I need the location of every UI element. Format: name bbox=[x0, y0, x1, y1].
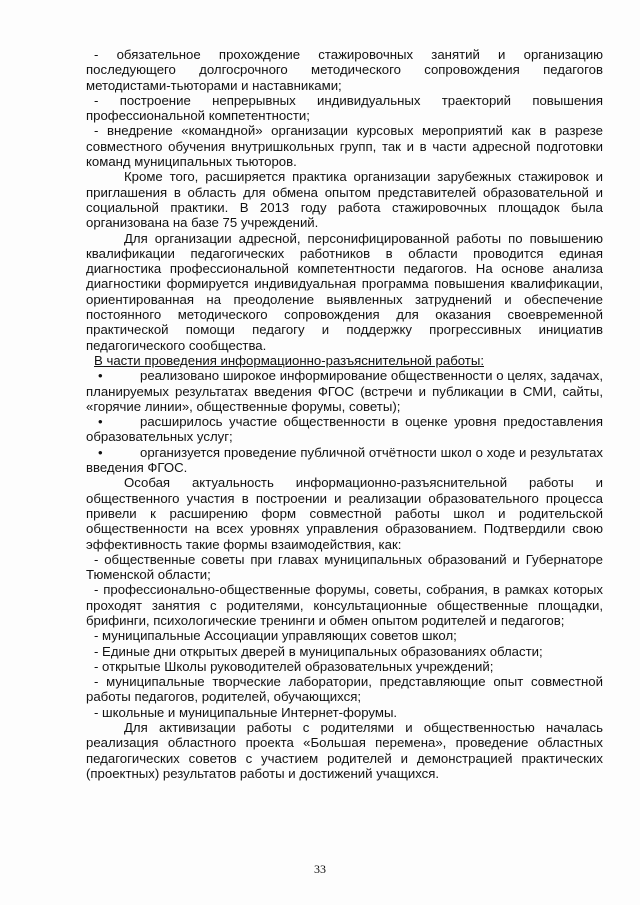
list-item: - профессионально-общественные форумы, советы, собрания, в рамках которых проходят занятия с родителями, консультационные общественные площадки, брифинги, психологические тренинги и обмен опытом родителей и педагогов; bbox=[86, 582, 603, 628]
list-item: - муниципальные творческие лаборатории, представляющие опыт совместной работы педагогов, родителей, обучающихся; bbox=[86, 674, 603, 705]
bullet-item bbox=[86, 368, 603, 414]
section-heading: В части проведения информационно-разъяснительной работы: bbox=[94, 352, 484, 368]
page-number: 33 bbox=[314, 862, 326, 876]
document-body bbox=[86, 47, 603, 781]
bullet-text: расширилось участие общественности в оценке уровня предоставления образовательных услуг; bbox=[86, 414, 603, 445]
bullet-icon: • bbox=[98, 414, 103, 430]
bullet-item bbox=[86, 445, 603, 476]
bullet-icon: • bbox=[98, 444, 103, 460]
list-item: - общественные советы при главах муниципальных образований и Губернаторе Тюменской области; bbox=[86, 551, 603, 583]
paragraph: - обязательное прохождение стажировочных занятий и организацию последующего долгосрочного методического сопровождения педагогов методистами-тьюторами и наставниками; bbox=[86, 47, 603, 93]
bullet-icon: • bbox=[98, 368, 103, 384]
bullet-text: реализовано широкое информирование общественности о целях, задачах, планируемых результатах введения ФГОС (встречи и публикации в СМИ, сайты, «горячие линии», общественные форумы, советы); bbox=[86, 368, 603, 414]
list-item: - муниципальные Ассоциации управляющих советов школ; bbox=[94, 628, 457, 644]
paragraph: - построение непрерывных индивидуальных траекторий повышения профессиональной компетентности; bbox=[86, 92, 603, 124]
paragraph: Кроме того, расширяется практика организации зарубежных стажировок и приглашения в область для обмена опытом представителей образовательной и социальной практики. В 2013 году работа стажировочных площадок была организована на базе 75 учреждений. bbox=[86, 169, 603, 231]
bullet-item bbox=[86, 414, 603, 445]
list-item: - школьные и муниципальные Интернет-форумы. bbox=[94, 704, 398, 720]
list-item: - открытые Школы руководителей образовательных учреждений; bbox=[94, 658, 494, 674]
paragraph: Особая актуальность информационно-разъяснительной работы и общественного участия в построении и реализации образовательного процесса привели к расширению форм совместной работы школ и родительской общественности на всех уровнях управления образованием. Подтвердили свою эффективность такие формы взаимодействия, как: bbox=[86, 475, 603, 552]
paragraph: Для активизации работы с родителями и общественностью началась реализация областного проекта «Большая перемена», проведение областных педагогических советов с участием родителей и демонстрацией практических (проектных) результатов работы и достижений учащихся. bbox=[86, 720, 603, 781]
bullet-text: организуется проведение публичной отчётности школ о ходе и результатах введения ФГОС. bbox=[86, 444, 603, 476]
list-item: - Единые дни открытых дверей в муниципальных образованиях области; bbox=[94, 643, 543, 659]
paragraph: - внедрение «командной» организации курсовых мероприятий как в разрезе совместного обучения внутришкольных групп, так и в части адресной подготовки команд муниципальных тьюторов. bbox=[86, 123, 603, 170]
paragraph: Для организации адресной, персонифицированной работы по повышению квалификации педагогических работников в области проводится единая диагностика профессиональной компетентности педагогов. На основе анализа диагностики формируется индивидуальная программа повышения квалификации, ориентированная на преодоление выявленных затруднений и обеспечение постоянного методического сопровождения для оказания своевременной практической помощи педагогу и поддержку прогрессивных инициатив педагогического сообщества. bbox=[86, 230, 603, 353]
